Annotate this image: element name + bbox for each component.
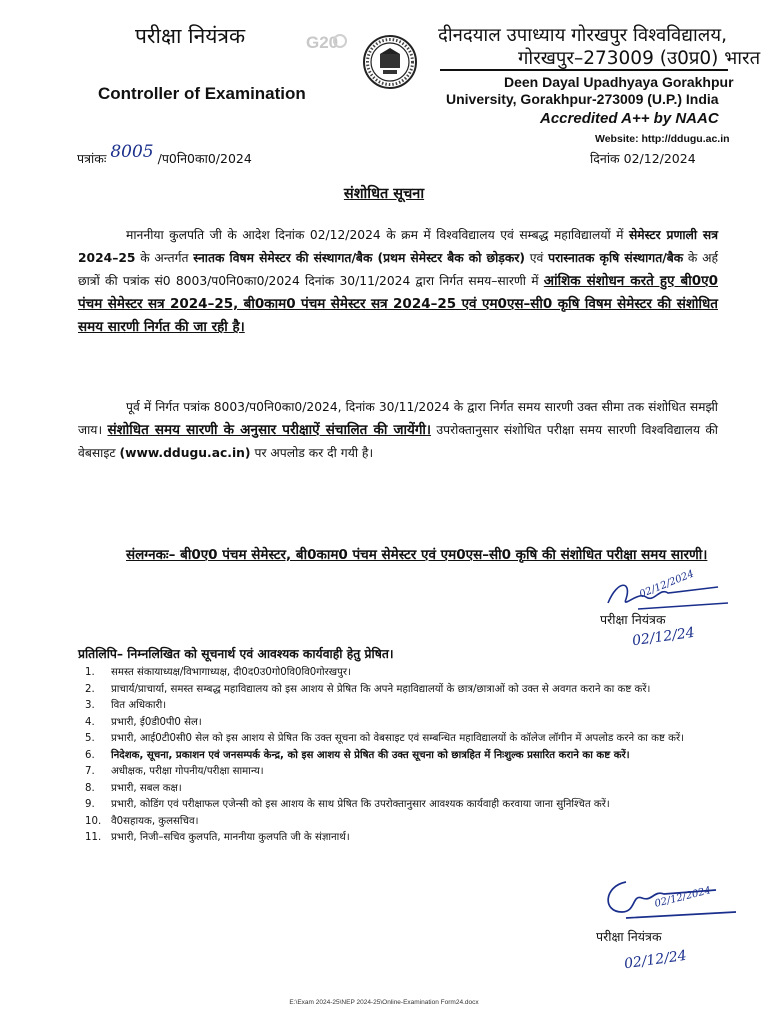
notice-paragraph-2 <box>78 396 718 465</box>
copy-item-number: 2. <box>85 683 95 695</box>
copy-item-text: प्राचार्य/प्राचार्या, समस्त सम्बद्ध महाविद्यालय को इस आशय से प्रेषित कि अपने महाविद्यालयों के छात्र/छात्राओं को उक्त से अवगत कराने का कष्ट करें। <box>111 683 651 695</box>
header-title-hindi: परीक्षा नियंत्रक <box>135 24 246 48</box>
attachment-line <box>78 543 718 567</box>
signature-2-initial-date: 02/12/24 <box>623 947 688 973</box>
copy-item-number: 7. <box>85 766 95 777</box>
p1-revision-highlight: आंशिक संशोधन करते हुए बी0ए0 पंचम सेमेस्टर सत्र 2024–25, बी0काम0 पंचम सेमेस्टर सत्र 2024–25 एवं एम0एस–सी0 कृषि विषम सेमेस्टर की संशोधित समय सारणी निर्गत की जा रही है। <box>78 273 718 335</box>
copy-item-text: वित अधिकारी। <box>111 700 167 711</box>
p2-text-c: उपरोक्तानुसार संशोधित परीक्षा समय सारणी विश्वविद्यालय की वेबसाइट <box>78 423 718 460</box>
p1-text-e: एवं <box>524 251 549 265</box>
p1-session: सेमेस्टर प्रणाली सत्र 2024–25 <box>78 228 719 265</box>
footer-file-path: E:\Exam 2024-25\NEP 2024-25\Online-Examination Form24.docx <box>289 999 479 1006</box>
copy-item-text: प्रभारी, निजी–सचिव कुलपति, माननीया कुलपति जी के संज्ञानार्थ। <box>111 832 350 843</box>
p1-ug-semester: स्नातक विषम सेमेस्टर की संस्थागत/बैक (प्रथम सेमेस्टर बैक को छोड़कर) <box>193 251 525 265</box>
p1-text-a: माननीया कुलपति जी के आदेश दिनांक 02/12/2024 के क्रम में विश्वविद्यालय एवं सम्बद्ध महाविद्यालयों में <box>126 228 629 242</box>
copy-item-text: प्रभारी, ई0डी0पी0 सेल। <box>111 716 202 728</box>
naac-accreditation <box>540 110 719 127</box>
copy-list-item <box>85 798 725 812</box>
reference-number <box>77 142 252 168</box>
p2-website: (www.ddugu.ac.in) <box>119 446 251 460</box>
university-name-english-line2: University, Gorakhpur-273009 (U.P.) India <box>446 91 719 107</box>
copy-list-item <box>85 666 725 680</box>
copy-item-text: समस्त संकायाध्यक्ष/विभागाध्यक्ष, दी0द0उ0गो0वि0वि0गोरखपुर। <box>111 667 351 678</box>
p1-text-g: के अर्ह छात्रों की पत्रांक सं0 8003/प0नि0का0/2024 दिनांक 30/11/2024 द्वारा निर्गत समय–सारणी में <box>78 251 719 288</box>
g20-logo-text: G20 <box>306 33 339 52</box>
university-seal-icon <box>362 34 418 90</box>
copy-item-number: 6. <box>85 749 95 761</box>
g20-logo <box>304 26 348 56</box>
copy-item-number: 8. <box>85 782 95 794</box>
copy-item-number: 5. <box>85 733 95 744</box>
copy-item-text: प्रभारी, सबल कक्ष। <box>111 782 182 794</box>
notice-title: संशोधित सूचना <box>343 186 425 202</box>
signature-1-initial-date: 02/12/24 <box>631 624 696 650</box>
attachment-text: संलग्नकः– बी0ए0 पंचम सेमेस्टर, बी0काम0 पंचम सेमेस्टर एवं एम0एस–सी0 कृषि की संशोधित परीक्षा समय सारणी। <box>126 547 708 563</box>
p1-text-c: के अन्तर्गत <box>135 251 194 265</box>
signature-2-designation: परीक्षा नियंत्रक <box>596 929 662 944</box>
copy-list <box>85 666 725 848</box>
reference-suffix: /प0नि0का0/2024 <box>157 151 252 166</box>
signature-1-designation: परीक्षा नियंत्रक <box>600 612 666 627</box>
p2-text-e: पर अपलोड कर दी गयी है। <box>250 446 374 460</box>
copy-item-number: 3. <box>85 700 95 711</box>
copy-list-item <box>85 732 725 746</box>
signature-1-date: 02/12/2024 <box>638 568 696 601</box>
header-divider <box>440 69 728 71</box>
header-title-english: Controller of Examination <box>98 84 306 103</box>
copy-list-item <box>85 699 725 713</box>
copy-list-item <box>85 831 725 845</box>
university-name-hindi-line1: दीनदयाल उपाध्याय गोरखपुर विश्वविद्यालय, <box>438 25 727 46</box>
reference-handwritten-number: 8005 <box>110 142 154 162</box>
copy-list-item <box>85 765 725 779</box>
reference-label: पत्रांकः <box>77 151 107 166</box>
signature-block-2 <box>596 872 761 992</box>
university-name-hindi-line2: गोरखपुर–273009 (उ0प्र0) भारत <box>518 48 761 69</box>
p2-text-a: पूर्व में निर्गत पत्रांक 8003/प0नि0का0/2024, दिनांक 30/11/2024 के द्वारा निर्गत समय सारणी उक्त सीमा तक संशोधित समझी जाय। <box>78 400 718 437</box>
p2-conduct-highlight: संशोधित समय सारणी के अनुसार परीक्षाऐं संचालित की जायेंगी। <box>107 422 432 438</box>
notice-paragraph-1 <box>78 224 718 339</box>
copy-item-text: प्रभारी, आई0टी0सी0 सेल को इस आशय से प्रेषित कि उक्त सूचना को वेबसाइट एवं सम्बन्धित महाविद्यालयों के कॉलेज लॉगीन में अपलोड करने का कष्ट करें। <box>111 733 685 744</box>
reference-date: दिनांक 02/12/2024 <box>590 151 696 166</box>
copy-item-number: 11. <box>85 832 102 843</box>
signature-block-1 <box>598 568 758 673</box>
copy-list-item <box>85 815 725 829</box>
p1-pg-agri: परास्नातक कृषि संस्थागत/बैक <box>548 251 684 265</box>
copy-list-item <box>85 782 725 796</box>
copy-list-item <box>85 749 725 763</box>
signature-2-date: 02/12/2024 <box>653 885 713 910</box>
university-name-english-line1: Deen Dayal Upadhyaya Gorakhpur <box>504 74 734 90</box>
copy-item-number: 4. <box>85 716 95 728</box>
copy-item-text: वै0सहायक, कुलसचिव। <box>111 815 199 827</box>
copy-item-number: 10. <box>85 815 102 827</box>
copy-item-text: निदेशक, सूचना, प्रकाशन एवं जनसम्पर्क केन्द्र, को इस आशय से प्रेषित की उक्त सूचना को छात्रहित में निःशुल्क प्रसारित कराने का कष्ट करें। <box>111 749 630 761</box>
website-line: Website: http://ddugu.ac.in <box>595 133 730 145</box>
copy-list-item <box>85 683 725 697</box>
copy-item-text: प्रभारी, कोडिंग एवं परीक्षाफल एजेन्सी को इस आशय के साथ प्रेषित कि उपरोक्तानुसार आवश्यक कार्यवाही करवाया जाना सुनिश्चित करें। <box>111 799 610 810</box>
copy-item-text: अधीक्षक, परीक्षा गोपनीय/परीक्षा सामान्य। <box>111 766 264 777</box>
notice-title-wrap <box>0 183 768 203</box>
naac-accreditation-text: Accredited A++ by NAAC <box>540 110 719 127</box>
copy-list-item <box>85 716 725 730</box>
copy-item-number: 1. <box>85 667 95 678</box>
copy-heading: प्रतिलिपि– निम्नलिखित को सूचनार्थ एवं आवश्यक कार्यवाही हेतु प्रेषित। <box>78 647 394 661</box>
copy-item-number: 9. <box>85 799 95 810</box>
